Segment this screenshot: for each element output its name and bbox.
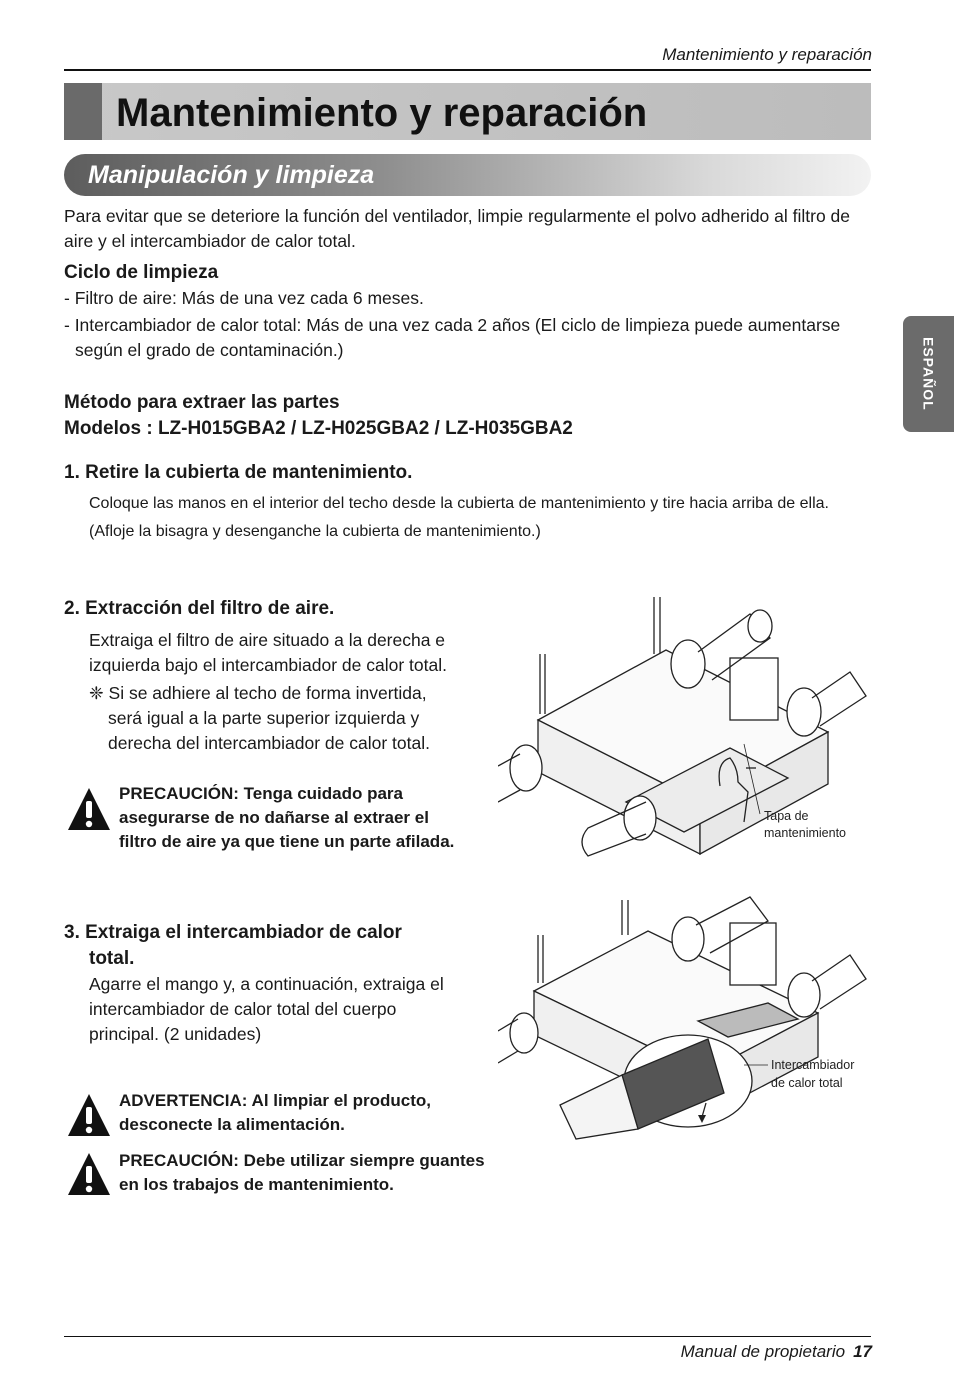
method-heading: Método para extraer las partes — [64, 392, 340, 413]
footer-rule — [64, 1336, 871, 1337]
language-tab-label: ESPAÑOL — [920, 337, 937, 411]
figure1-label-1: Tapa de — [764, 809, 809, 823]
figure2-label-1: Intercambiador — [771, 1058, 855, 1072]
step2-text-2: izquierda bajo el intercambiador de calor total. — [89, 655, 447, 675]
step2-caution-2: asegurarse de no dañarse al extraer el — [119, 808, 429, 827]
intro-text: Para evitar que se deteriore la función del ventilador, limpie regularmente el polvo adherido al filtro de aire y el intercambiador de calor total. — [64, 206, 851, 251]
step1-heading: 1. Retire la cubierta de mantenimiento. — [64, 462, 413, 483]
models-heading: Modelos : LZ-H015GBA2 / LZ-H025GBA2 / LZ-H035GBA2 — [64, 418, 573, 439]
warning-triangle-icon — [66, 1092, 112, 1138]
step3-caution-2: en los trabajos de mantenimiento. — [119, 1175, 394, 1194]
step2-text-1: Extraiga el filtro de aire situado a la derecha e — [89, 630, 446, 650]
cleaning-item-exchanger-cont: según el grado de contaminación.) — [75, 340, 344, 360]
step2-note-3: derecha del intercambiador de calor total. — [108, 733, 430, 753]
step2-note-1: ❈ Si se adhiere al techo de forma invertida, — [89, 683, 427, 703]
warning-triangle-icon — [66, 786, 112, 832]
maintenance-cover-figure — [498, 592, 868, 864]
step2-caution-1: PRECAUCIÓN: Tenga cuidado para — [119, 784, 403, 803]
heat-exchanger-figure — [498, 895, 868, 1145]
step3-caution-1: PRECAUCIÓN: Debe utilizar siempre guantes — [119, 1151, 485, 1170]
cleaning-heading: Ciclo de limpieza — [64, 262, 219, 283]
page-number: 17 — [853, 1342, 872, 1361]
step1-text-cont: (Afloje la bisagra y desenganche la cubierta de mantenimiento.) — [89, 523, 541, 540]
section-title: Manipulación y limpieza — [88, 161, 375, 189]
step3-warning-1: ADVERTENCIA: Al limpiar el producto, — [119, 1091, 432, 1110]
step3-text-1: Agarre el mango y, a continuación, extraiga el — [89, 974, 444, 994]
footer — [0, 1342, 872, 1362]
footer-text: Manual de propietario — [680, 1342, 846, 1361]
step3-text-2: intercambiador de calor total del cuerpo — [89, 999, 397, 1019]
step1-text: Coloque las manos en el interior del techo desde la cubierta de mantenimiento y tire hacia arriba de ella. — [89, 495, 829, 512]
header-rule — [64, 69, 871, 71]
warning-triangle-icon — [66, 1151, 112, 1197]
title-accent — [64, 83, 102, 140]
step3-text-3: principal. (2 unidades) — [89, 1024, 262, 1044]
figure2-label-2: de calor total — [771, 1076, 843, 1090]
figure1-label-2: mantenimiento — [764, 826, 846, 840]
step2-note-2: será igual a la parte superior izquierda y — [108, 708, 420, 728]
step3-heading-cont: total. — [89, 948, 135, 969]
page-title: Mantenimiento y reparación — [116, 91, 648, 135]
cleaning-item-exchanger: - Intercambiador de calor total: Más de una vez cada 2 años (El ciclo de limpieza puede aumentarse — [64, 315, 841, 335]
step2-caution-3: filtro de aire ya que tiene un parte afilada. — [119, 832, 455, 851]
step2-heading: 2. Extracción del filtro de aire. — [64, 598, 335, 619]
cleaning-item-filter: - Filtro de aire: Más de una vez cada 6 meses. — [64, 288, 424, 308]
step3-heading: 3. Extraiga el intercambiador de calor — [64, 922, 402, 943]
step3-warning-2: desconecte la alimentación. — [119, 1115, 345, 1134]
running-header: Mantenimiento y reparación — [662, 45, 872, 64]
